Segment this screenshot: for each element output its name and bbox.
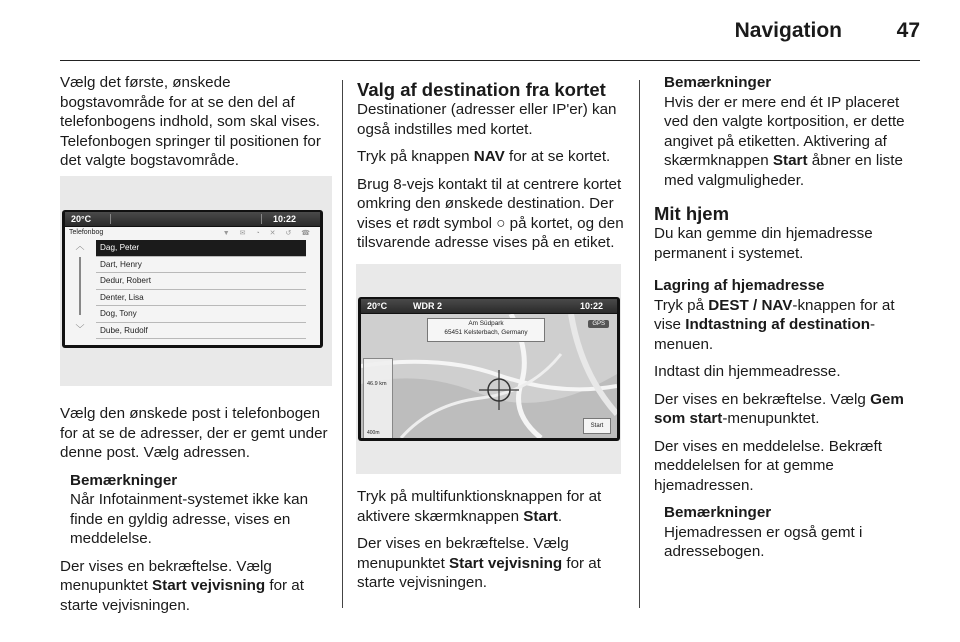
- phonebook-entry[interactable]: Denter, Lisa: [96, 290, 306, 307]
- status-bar: [361, 299, 617, 313]
- temperature: 20°C: [71, 214, 92, 224]
- status-bar: [65, 212, 320, 226]
- column-2-lower: [357, 487, 625, 593]
- note-heading: Bemærkninger: [70, 471, 178, 489]
- clock: 10:22: [579, 301, 603, 311]
- infotainment-screen: [358, 297, 620, 441]
- start-button[interactable]: Start: [583, 418, 611, 434]
- chevron-down-icon[interactable]: ﹀: [75, 324, 85, 334]
- column-divider-2: [639, 80, 640, 608]
- note-heading: Bemærkninger: [664, 74, 772, 91]
- section-title: Navigation: [734, 19, 842, 42]
- paragraph: Der vises en bekræftelse. Vælg menupunktet Start vejvisning for at starte vejvisningen.: [60, 557, 304, 614]
- note-text: Når Infotainment-systemet ikke kan finde en gyldig adresse, vises en meddelelse.: [70, 491, 309, 547]
- map-screenshot: [356, 264, 621, 474]
- column-3: [654, 73, 922, 562]
- column-1: [60, 73, 332, 171]
- temperature: 20°C: [367, 301, 388, 311]
- paragraph: Vælg den ønskede post i telefonbogen for at se de adresser, der er gemt under denne post. Vælg adressen.: [60, 405, 328, 461]
- paragraph: Tryk på knappen NAV for at se kortet.: [357, 148, 611, 165]
- gps-badge: GPS: [588, 320, 609, 328]
- header-rule: [60, 60, 920, 61]
- section-heading: Valg af destination fra kortet: [357, 79, 606, 100]
- subheading: Lagring af hjemadresse: [654, 277, 825, 294]
- scrollbar[interactable]: [73, 239, 87, 335]
- column-1-lower: [60, 404, 332, 615]
- map-scale: 400m: [367, 430, 380, 436]
- chevron-up-icon[interactable]: ︿: [75, 241, 85, 251]
- clock: 10:22: [272, 214, 296, 224]
- page-header: [0, 0, 960, 60]
- page-number: 47: [896, 19, 920, 42]
- paragraph: Du kan gemme din hjemadresse permanent i systemet.: [654, 225, 873, 262]
- paragraph: Der vises en meddelelse. Bekræft meddelelsen for at gemme hjemadressen.: [654, 437, 882, 494]
- phonebook-list: [96, 240, 306, 339]
- paragraph: Tryk på DEST / NAV-knappen for at vise Indtastning af destination-menuen.: [654, 296, 895, 353]
- paragraph: Destinationer (adresser eller IP'er) kan også indstilles med kortet.: [357, 101, 617, 138]
- phonebook-entry[interactable]: Dag, Peter: [96, 240, 306, 257]
- distance-readout: 46.9 km: [367, 381, 387, 387]
- phonebook-entry[interactable]: Dog, Tony: [96, 306, 306, 323]
- phonebook-entry[interactable]: Dart, Henry: [96, 257, 306, 274]
- phonebook-view: [65, 227, 320, 345]
- map-side-panel: [363, 358, 393, 438]
- radio-station: WDR 2: [413, 301, 442, 311]
- section-heading: Mit hjem: [654, 203, 730, 224]
- note-text: Hvis der er mere end ét IP placeret ved den valgte kortposition, er dette angivet på etiketten. Aktivering af skærmknappen Start åbner en liste med valgmuligheder.: [664, 93, 905, 189]
- screen-label: Telefonbog: [69, 229, 104, 236]
- address-label: Am Südpark 65451 Kelsterbach, Germany: [427, 318, 545, 342]
- column-divider-1: [342, 80, 343, 608]
- paragraph: Tryk på multifunktionsknappen for at aktivere skærmknappen Start.: [357, 488, 602, 525]
- paragraph: Der vises en bekræftelse. Vælg menupunktet Start vejvisning for at starte vejvisningen.: [357, 535, 601, 591]
- status-icons: ▼ ✉ ◔ ✕ ↺ ☎: [222, 230, 314, 237]
- note-heading: Bemærkninger: [664, 504, 772, 521]
- paragraph: Der vises en bekræftelse. Vælg Gem som start-menupunktet.: [654, 390, 904, 427]
- phonebook-entry[interactable]: Dedur, Robert: [96, 273, 306, 290]
- paragraph: Brug 8-vejs kontakt til at centrere kortet omkring den ønskede destination. Der vises et rødt symbol ○ på kortet, og den tilsvarende adresse vises på en etiket.: [357, 175, 624, 251]
- paragraph: Indtast din hjemmeadresse.: [654, 363, 841, 380]
- phonebook-entry[interactable]: Dube, Rudolf: [96, 323, 306, 340]
- map-view[interactable]: [361, 314, 617, 438]
- note-text: Hjemadressen er også gemt i adressebogen.: [664, 523, 863, 560]
- infotainment-screen: [62, 210, 323, 348]
- column-2: [357, 79, 625, 253]
- paragraph: Vælg det første, ønskede bogstavområde for at se den del af telefonbogens indhold, som skal vises. Telefonbogen springer til positionen for det valgte bogstavområde.: [60, 74, 321, 169]
- phonebook-screenshot: [60, 176, 332, 386]
